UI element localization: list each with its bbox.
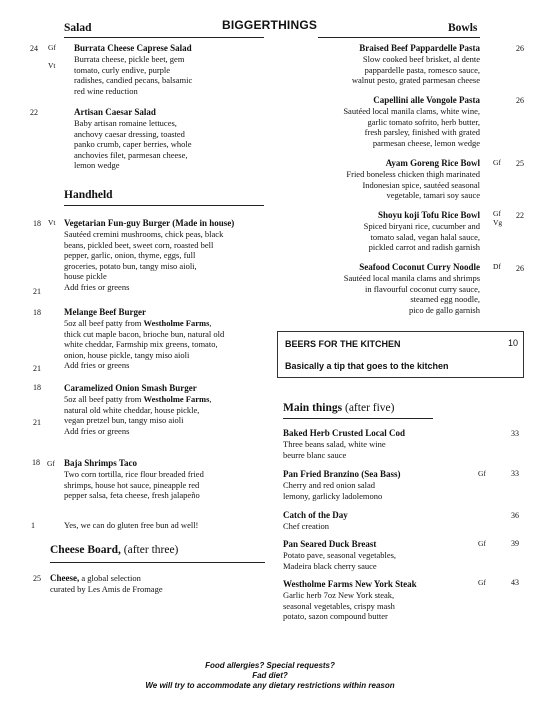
desc-text: , (209, 394, 212, 404)
salad-rule (64, 37, 264, 38)
main-item (283, 469, 483, 501)
item-name: Baja Shrimps Taco (64, 458, 138, 468)
item-desc: Baby artisan romaine lettuces, (74, 118, 177, 128)
cheese-rule (50, 562, 265, 563)
salad-item-price: 24 (30, 44, 38, 53)
item-desc: natural old white cheddar, house pickle, (64, 404, 200, 415)
item-desc (64, 394, 279, 405)
dietary-flag: Vt (48, 218, 56, 227)
addon-text: Add fries or greens (64, 281, 130, 292)
item-desc: Garlic herb 7oz New York steak, (283, 590, 395, 600)
beers-price: 10 (508, 338, 519, 348)
item-desc: potato, sazon compound butter (283, 611, 388, 622)
item-name: Capellini alle Vongole Pasta (373, 95, 480, 105)
main-heading-note: (after five) (342, 402, 395, 414)
item-desc: pico de gallo garnish (408, 304, 480, 315)
handheld-item (64, 307, 279, 371)
item-desc: walnut pesto, grated parmesan cheese (351, 75, 480, 86)
main-item (283, 539, 483, 571)
addon-price: 21 (33, 287, 41, 296)
item-desc: seasonal vegetables, crispy mash (283, 600, 395, 611)
item-desc: Fried boneless chicken thigh marinated (346, 169, 480, 179)
item-desc: vegetable, tamari soy sauce (386, 190, 480, 201)
item-desc: tomato, curly endive, purple (74, 64, 171, 75)
bowls-rule (318, 37, 480, 38)
item-desc: lemony, garlicky ladolemono (283, 490, 383, 501)
bowl-item (290, 43, 480, 86)
dietary-flag: Gf (47, 459, 55, 468)
dietary-flag: Gf (478, 578, 486, 587)
desc-text: , (209, 318, 212, 328)
item-desc: white cheddar, Farmship mix greens, tomato, (64, 339, 218, 350)
dietary-flag: Df (493, 262, 501, 271)
main-price: 33 (511, 469, 519, 478)
item-desc: steamed egg noodle, (410, 294, 480, 305)
item-desc: onion, house pickle, tangy miso aioli (64, 349, 190, 360)
item-desc: in flavourful coconut curry sauce, (365, 283, 480, 294)
desc-text: 5oz all beef patty from (64, 318, 144, 328)
beers-title: BEERS FOR THE KITCHEN (285, 339, 401, 349)
item-desc: pappardelle pasta, romesco sauce, (364, 64, 480, 75)
item-desc: lemon wedge (74, 160, 120, 171)
handheld-heading: Handheld (64, 189, 113, 201)
item-desc: a global selection (79, 573, 141, 583)
footer-line: Fad diet? (252, 671, 288, 680)
item-desc: Potato pave, seasonal vegetables, (283, 550, 397, 560)
footer-line: Food allergies? Special requests? (205, 661, 335, 670)
main-item (283, 510, 483, 532)
main-price: 33 (511, 429, 519, 438)
dietary-flag: Gf (48, 43, 56, 52)
item-name: Shoyu koji Tofu Rice Bowl (377, 210, 480, 220)
farm-name: Westholme Farms (143, 318, 210, 328)
addon-price: 21 (33, 364, 41, 373)
handheld-item (64, 218, 279, 293)
main-item (283, 428, 483, 460)
item-desc: Three beans salad, white wine (283, 439, 386, 449)
cheese-heading-note: (after three) (120, 544, 179, 556)
cheese-heading-text: Cheese Board, (50, 544, 121, 556)
item-name: Catch of the Day (283, 510, 348, 520)
item-desc: Sautéed cremini mushrooms, chick peas, black (64, 229, 224, 239)
bowl-price: 26 (516, 44, 524, 53)
salad-item (74, 43, 274, 96)
item-desc: beurre blanc sauce (283, 449, 347, 460)
bowl-item (290, 158, 480, 201)
desc-text: 5oz all beef patty from (64, 394, 144, 404)
dietary-flag: Gf (493, 158, 501, 167)
handheld-item-price: 18 (33, 219, 41, 228)
item-desc (64, 318, 279, 329)
cheese-price: 25 (33, 574, 41, 583)
handheld-item-price: 18 (33, 308, 41, 317)
handheld-item (64, 458, 279, 501)
footer-line: We will try to accommodate any dietary restrictions within reason (145, 681, 395, 690)
item-name: Burrata Cheese Caprese Salad (74, 43, 192, 53)
farm-name: Westholme Farms (143, 394, 210, 404)
addon-price: 21 (33, 418, 41, 427)
item-name: Vegetarian Fun-guy Burger (Made in house) (64, 218, 235, 228)
item-desc: vegan pretzel bun, tangy miso aioli (64, 415, 184, 426)
item-desc: Cherry and red onion salad (283, 480, 376, 490)
item-desc: pepper salsa, feta cheese, fresh jalapeño (64, 490, 200, 501)
item-name: Pan Seared Duck Breast (283, 539, 377, 549)
item-name: Ayam Goreng Rice Bowl (385, 158, 480, 168)
main-heading (283, 402, 394, 414)
item-desc: beans, pickled beet, sweet corn, roasted bell (64, 239, 214, 250)
salad-heading: Salad (64, 22, 92, 34)
item-desc: panko crumb, caper berries, whole (74, 139, 192, 150)
main-price: 39 (511, 539, 519, 548)
bowl-item (290, 210, 480, 253)
item-desc: Spiced biryani rice, cucumber and (363, 221, 480, 231)
item-name: Caramelized Onion Smash Burger (64, 383, 197, 393)
item-desc: tomato salad, vegan halal sauce, (370, 231, 480, 242)
cheese-item (50, 573, 270, 595)
item-desc: fresh parsley, finished with grated (364, 127, 480, 138)
bowl-price: 22 (516, 211, 524, 220)
item-desc: garlic tomato sofrito, herb butter, (367, 116, 480, 127)
bowls-heading: Bowls (448, 22, 478, 34)
handheld-item-price: 18 (32, 458, 40, 467)
main-item (283, 579, 483, 622)
menu-title: BIGGERTHINGS (222, 18, 318, 32)
main-rule (283, 418, 433, 419)
item-name: Baked Herb Crusted Local Cod (283, 428, 406, 438)
item-desc: groceries, potato bun, tangy miso aioli, (64, 260, 197, 271)
item-desc: Burrata cheese, pickle beet, gem (74, 54, 185, 64)
item-name: Cheese, (50, 573, 80, 583)
item-desc: Chef creation (283, 521, 330, 531)
item-name: Artisan Caesar Salad (74, 107, 156, 117)
main-price: 43 (511, 578, 519, 587)
item-name: Pan Fried Branzino (Sea Bass) (283, 469, 401, 479)
dietary-flag: Gf Vg (493, 209, 503, 227)
item-desc: Indonesian spice, sautéed seasonal (362, 179, 480, 190)
handheld-item-price: 1 (31, 521, 35, 530)
bowl-item (290, 262, 480, 315)
bowl-price: 26 (516, 96, 524, 105)
item-desc: curated by Les Amis de Fromage (50, 584, 163, 594)
item-desc: red wine reduction (74, 85, 138, 96)
item-desc: parmesan cheese, lemon wedge (372, 137, 480, 148)
cheese-heading (50, 544, 178, 556)
dietary-flag: Gf (478, 469, 486, 478)
item-desc: Sautéed local manila clams, white wine, (343, 106, 480, 116)
bowl-item (290, 95, 480, 148)
item-desc: anchovies filet, parmesan cheese, (74, 149, 188, 160)
handheld-item (64, 383, 279, 436)
main-price: 36 (511, 511, 519, 520)
item-name: Braised Beef Pappardelle Pasta (359, 43, 480, 53)
item-desc: anchovy caesar dressing, toasted (74, 128, 185, 139)
item-desc: shrimps, house hot sauce, pineapple red (64, 479, 200, 490)
handheld-item-price: 18 (33, 383, 41, 392)
item-name: Westholme Farms New York Steak (283, 579, 417, 589)
item-desc: thick cut maple bacon, brioche bun, natural old (64, 328, 225, 339)
item-desc: house pickle (64, 271, 107, 282)
item-desc: pickled carrot and radish garnish (368, 242, 480, 253)
salad-item (74, 107, 274, 171)
beers-subtitle: Basically a tip that goes to the kitchen (285, 361, 449, 371)
handheld-rule (64, 205, 264, 206)
salad-item-price: 22 (30, 108, 38, 117)
main-heading-text: Main things (283, 402, 343, 414)
dietary-flag: Gf (478, 539, 486, 548)
item-name: Seafood Coconut Curry Noodle (359, 262, 480, 272)
item-desc: Sautéed local manila clams and shrimps (343, 273, 480, 283)
item-desc: radishes, candied pecans, balsamic (74, 75, 193, 86)
item-name: Melange Beef Burger (64, 307, 146, 317)
addon-text: Add fries or greens (64, 425, 130, 436)
bowl-price: 26 (516, 264, 524, 273)
bowl-price: 25 (516, 159, 524, 168)
footer-note (60, 661, 480, 691)
item-desc: Two corn tortilla, rice flour breaded fried (64, 469, 204, 479)
item-desc: pepper, garlic, onion, thyme, eggs, full (64, 250, 196, 261)
gluten-free-note: Yes, we can do gluten free bun ad well! (64, 520, 199, 530)
item-desc: Madeira black cherry sauce (283, 560, 377, 571)
beers-box (277, 331, 524, 378)
addon-text: Add fries or greens (64, 360, 130, 371)
dietary-flag: Vt (48, 61, 56, 70)
item-desc: Slow cooked beef brisket, al dente (362, 54, 480, 64)
